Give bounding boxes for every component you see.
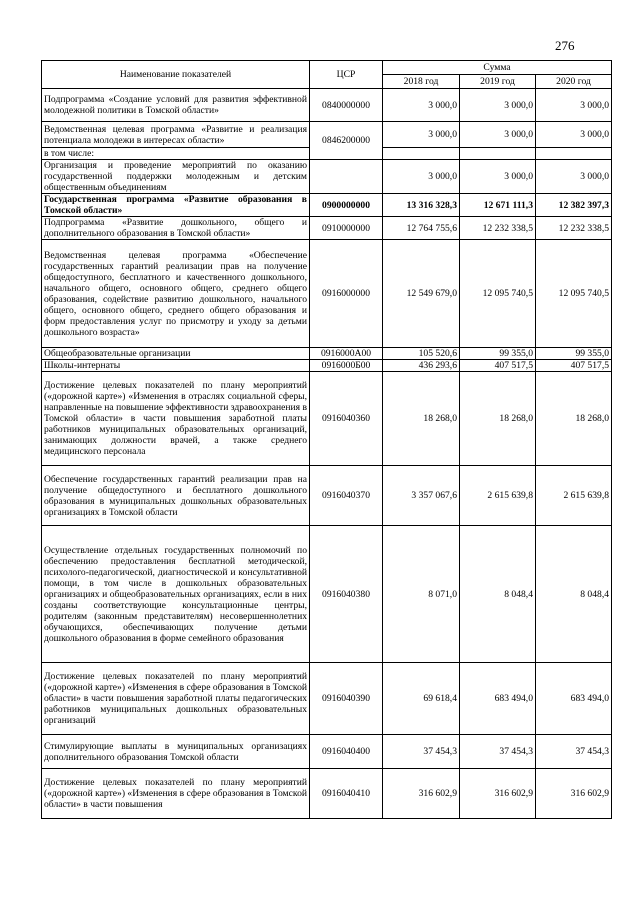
row-name: Ведомственная целевая программа «Развитие и реализация потенциала молодежи в интересах области» — [42, 122, 310, 148]
row-value-2020: 8 048,4 — [536, 526, 612, 663]
row-name: Школы-интернаты — [42, 360, 310, 372]
table-row — [42, 466, 612, 526]
row-value-2019: 683 494,0 — [460, 663, 536, 735]
row-value-2018: 18 268,0 — [383, 372, 460, 466]
row-value-2018: 69 618,4 — [383, 663, 460, 735]
row-value-2020: 37 454,3 — [536, 735, 612, 769]
row-value-2018: 13 316 328,3 — [383, 194, 460, 217]
row-value-2020: 3 000,0 — [536, 160, 612, 194]
row-value-2020: 3 000,0 — [536, 89, 612, 122]
row-name: Стимулирующие выплаты в муниципальных организациях дополнительного образования Томской области — [42, 735, 310, 769]
row-code: 0910000000 — [310, 217, 383, 240]
row-value-2019: 316 602,9 — [460, 769, 536, 819]
budget-table — [41, 60, 612, 819]
row-value-2019: 12 095 740,5 — [460, 240, 536, 348]
row-name: Подпрограмма «Создание условий для развития эффективной молодежной политики в Томской области» — [42, 89, 310, 122]
row-value-2020: 3 000,0 — [536, 122, 612, 148]
row-value-2019: 18 268,0 — [460, 372, 536, 466]
table-row — [42, 360, 612, 372]
row-name: Организация и проведение мероприятий по оказанию государственной поддержки молодежным и детским общественным объединениям — [42, 160, 310, 194]
row-value-2018 — [383, 148, 460, 160]
table-row — [42, 372, 612, 466]
header-year-2020: 2020 год — [536, 75, 612, 89]
row-value-2018: 3 000,0 — [383, 122, 460, 148]
table-row — [42, 160, 612, 194]
row-value-2019 — [460, 148, 536, 160]
row-name: Достижение целевых показателей по плану мероприятий («дорожной карте») «Изменения в отраслях социальной сферы, направленные на повышение эффективности здравоохранения в Томской области» в части повышения заработной платы работников муниципальных образовательных организаций, занимающих должности врачей, а также среднего медицинского персонала — [42, 372, 310, 466]
row-value-2018: 3 000,0 — [383, 89, 460, 122]
table-row — [42, 663, 612, 735]
row-value-2020: 12 095 740,5 — [536, 240, 612, 348]
table-row — [42, 348, 612, 360]
row-code: 0900000000 — [310, 194, 383, 217]
row-value-2018: 436 293,6 — [383, 360, 460, 372]
row-code: 0840000000 — [310, 89, 383, 122]
row-name: Ведомственная целевая программа «Обеспечение государственных гарантий реализации прав на получение общедоступного, бесплатного и качественного дошкольного, начального общего, основного общего, среднего общего образования, содействие развитию дошкольного, начального общего, основного общего, среднего общего образования и форм предоставления услуг по присмотру и уходу за детьми дошкольного возраста» — [42, 240, 310, 348]
row-code: 0916040390 — [310, 663, 383, 735]
table-row — [42, 240, 612, 348]
row-code: 0916040360 — [310, 372, 383, 466]
row-value-2020: 683 494,0 — [536, 663, 612, 735]
row-value-2020: 12 232 338,5 — [536, 217, 612, 240]
header-sum: Сумма — [383, 61, 612, 75]
row-value-2018: 12 764 755,6 — [383, 217, 460, 240]
row-value-2020: 316 602,9 — [536, 769, 612, 819]
row-value-2020: 18 268,0 — [536, 372, 612, 466]
row-value-2020: 99 355,0 — [536, 348, 612, 360]
row-name: Достижение целевых показателей по плану мероприятий («дорожной карте») «Изменения в сфере образования в Томской области» в части повышения — [42, 769, 310, 819]
row-name: в том числе: — [42, 148, 310, 160]
row-name: Общеобразовательные организации — [42, 348, 310, 360]
row-code: 0916040380 — [310, 526, 383, 663]
row-value-2019: 3 000,0 — [460, 122, 536, 148]
row-name: Обеспечение государственных гарантий реализации прав на получение общедоступного и бесплатного дошкольного образования в муниципальных дошкольных образовательных организациях в Томской области — [42, 466, 310, 526]
header-year-2019: 2019 год — [460, 75, 536, 89]
row-value-2019: 12 232 338,5 — [460, 217, 536, 240]
row-code: 0916000000 — [310, 240, 383, 348]
row-code — [310, 160, 383, 194]
table-row — [42, 194, 612, 217]
row-value-2018: 105 520,6 — [383, 348, 460, 360]
header-name: Наименование показателей — [42, 61, 310, 89]
row-value-2019: 37 454,3 — [460, 735, 536, 769]
row-value-2019: 99 355,0 — [460, 348, 536, 360]
row-value-2018: 37 454,3 — [383, 735, 460, 769]
row-name: Подпрограмма «Развитие дошкольного, общего и дополнительного образования в Томской области» — [42, 217, 310, 240]
table-row — [42, 217, 612, 240]
row-code: 0916040410 — [310, 769, 383, 819]
header-code: ЦСР — [310, 61, 383, 89]
table-row — [42, 526, 612, 663]
row-value-2018: 8 071,0 — [383, 526, 460, 663]
row-code: 0916040400 — [310, 735, 383, 769]
row-value-2019: 12 671 111,3 — [460, 194, 536, 217]
row-value-2020: 2 615 639,8 — [536, 466, 612, 526]
table-row — [42, 89, 612, 122]
row-value-2020: 12 382 397,3 — [536, 194, 612, 217]
row-value-2019: 3 000,0 — [460, 89, 536, 122]
row-value-2019: 3 000,0 — [460, 160, 536, 194]
row-value-2020: 407 517,5 — [536, 360, 612, 372]
header-year-2018: 2018 год — [383, 75, 460, 89]
table-row — [42, 735, 612, 769]
row-value-2020 — [536, 148, 612, 160]
row-code: 0916000А00 — [310, 348, 383, 360]
row-value-2018: 316 602,9 — [383, 769, 460, 819]
row-name: Достижение целевых показателей по плану мероприятий («дорожной карте») «Изменения в сфере образования в Томской области» в части повышения заработной платы педагогических работников муниципальных дошкольных образовательных организаций — [42, 663, 310, 735]
row-code: 0846200000 — [310, 122, 383, 160]
row-code: 0916040370 — [310, 466, 383, 526]
table-row — [42, 122, 612, 148]
row-value-2018: 3 000,0 — [383, 160, 460, 194]
row-code: 0916000Б00 — [310, 360, 383, 372]
row-value-2018: 12 549 679,0 — [383, 240, 460, 348]
row-value-2018: 3 357 067,6 — [383, 466, 460, 526]
row-value-2019: 407 517,5 — [460, 360, 536, 372]
row-name: Осуществление отдельных государственных полномочий по обеспечению предоставления бесплатной методической, психолого-педагогической, диагностической и консультативной помощи, в том числе в дошкольных образовательных организациях и общеобразовательных организациях, если в них созданы соответствующие консультационные центры, родителям (законным представителям) несовершеннолетних обучающихся, обеспечивающих получение детьми дошкольного образования в форме семейного образования — [42, 526, 310, 663]
page-number: 276 — [555, 38, 575, 53]
row-value-2019: 8 048,4 — [460, 526, 536, 663]
row-name: Государственная программа «Развитие образования в Томской области» — [42, 194, 310, 217]
table-row — [42, 769, 612, 819]
table-body — [42, 89, 612, 819]
row-value-2019: 2 615 639,8 — [460, 466, 536, 526]
